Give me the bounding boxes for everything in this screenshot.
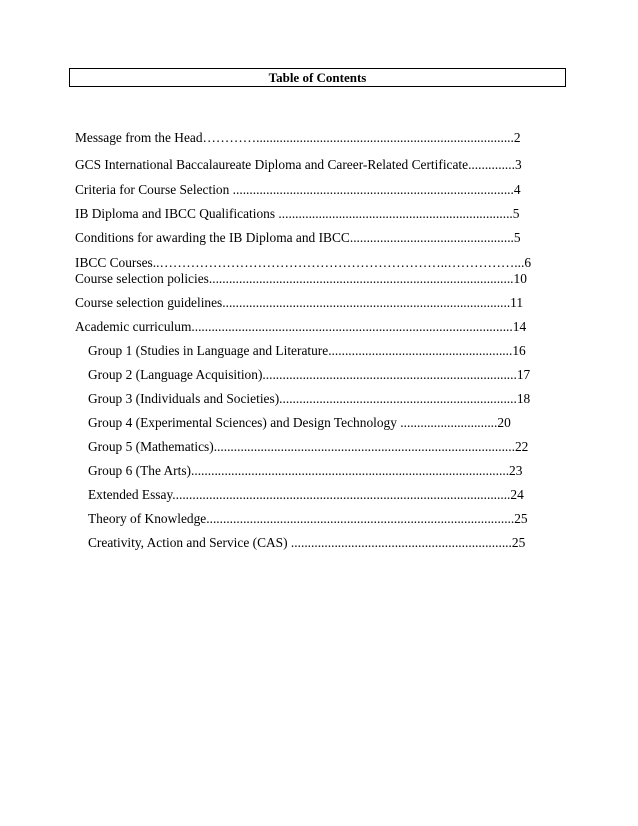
toc-entry-message-from-head: Message from the Head………….............................................................................2 [75,130,521,145]
toc-entry-course-selection-guidelines: Course selection guidelines......................................................................................11 [75,295,524,310]
toc-entry-criteria-course-selection: Criteria for Course Selection ....................................................................................4 [75,182,521,197]
toc-entry-academic-curriculum: Academic curriculum................................................................................................14 [75,319,527,334]
toc-title: Table of Contents [69,68,566,87]
toc-entry-theory-of-knowledge: Theory of Knowledge............................................................................................25 [88,511,528,526]
toc-entry-conditions-awarding: Conditions for awarding the IB Diploma and IBCC.................................................5 [75,230,521,245]
toc-entry-course-selection-policies: Course selection policies...........................................................................................10 [75,271,527,286]
toc-entry-ibcc-courses: IBCC Courses..………………………………………………………..……………...6 [75,255,532,270]
toc-entry-group-3: Group 3 (Individuals and Societies).......................................................................18 [88,391,531,406]
toc-entry-ib-diploma-qualifications: IB Diploma and IBCC Qualifications ......................................................................5 [75,206,520,221]
toc-entry-group-6: Group 6 (The Arts)...............................................................................................23 [88,463,523,478]
toc-entry-group-2: Group 2 (Language Acquisition)............................................................................17 [88,367,531,382]
toc-entry-cas: Creativity, Action and Service (CAS) ..................................................................25 [88,535,526,550]
toc-entry-group-5: Group 5 (Mathematics)..........................................................................................22 [88,439,529,454]
toc-entry-group-4: Group 4 (Experimental Sciences) and Design Technology .............................20 [88,415,511,430]
toc-entry-gcs-ib-diploma: GCS International Baccalaureate Diploma and Career-Related Certificate..............3 [75,157,522,172]
toc-entry-extended-essay: Extended Essay.....................................................................................................24 [88,487,524,502]
toc-entry-group-1: Group 1 (Studies in Language and Literature.......................................................16 [88,343,526,358]
